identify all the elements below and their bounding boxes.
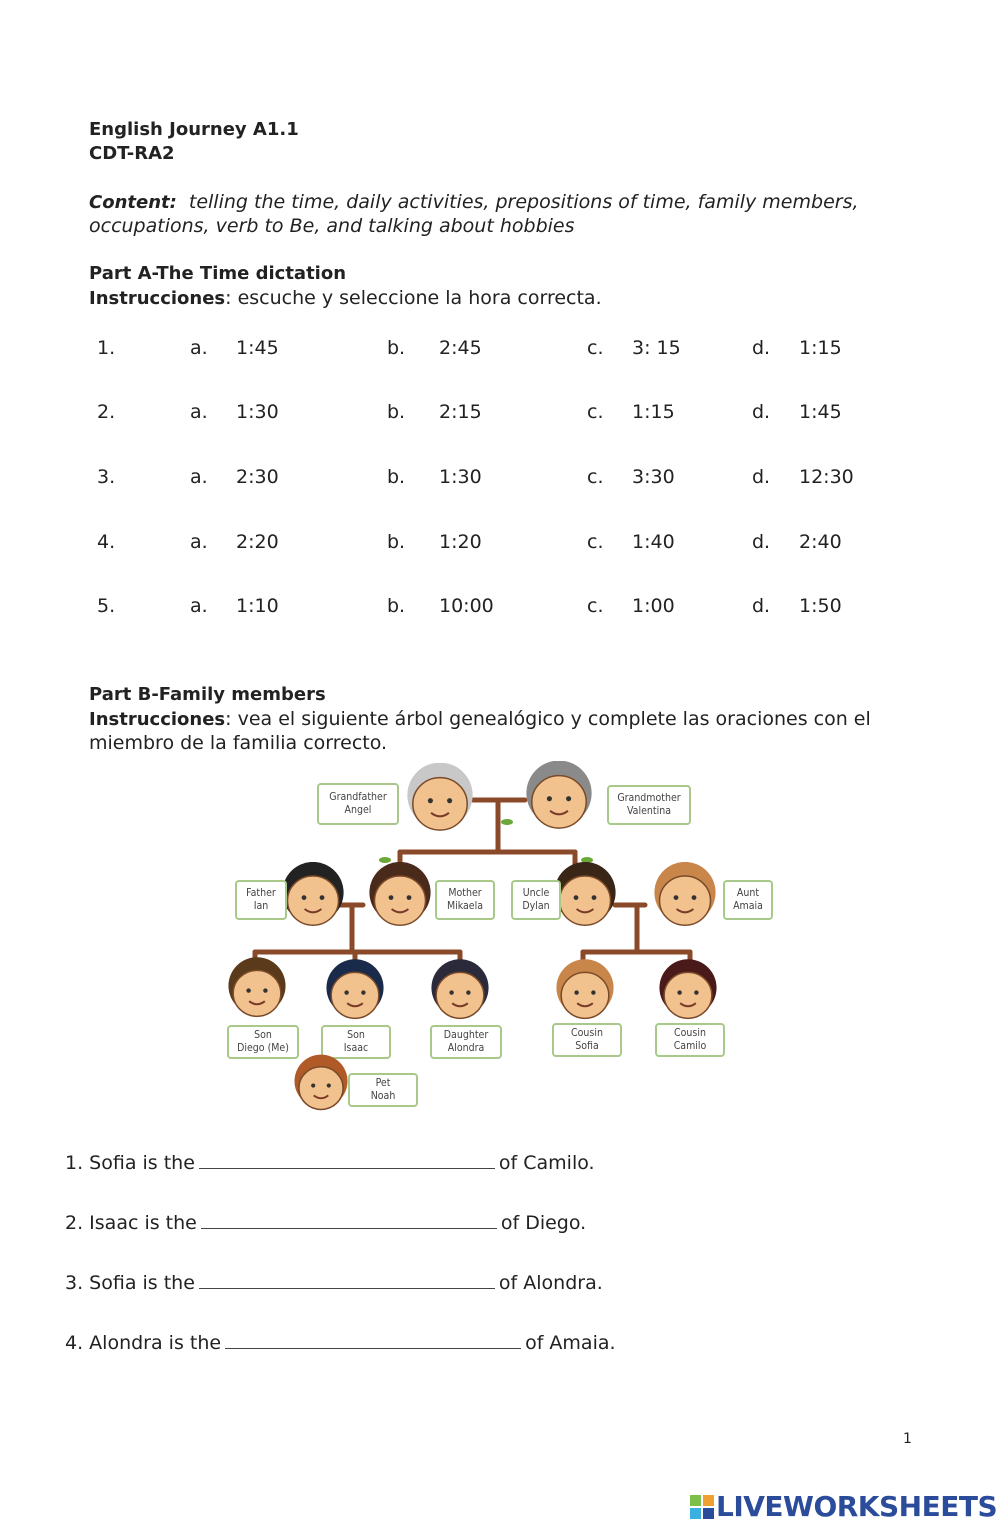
label-son-diego: [227, 1025, 299, 1059]
option-letter-a: a.: [190, 466, 208, 488]
label-cousin-camilo-line: Cousin: [674, 1027, 706, 1039]
answer-option-c[interactable]: 1:00: [632, 595, 675, 617]
mother-face: [365, 862, 435, 932]
pet-dog-face: [290, 1054, 352, 1116]
question-suffix: of Amaia.: [525, 1332, 616, 1354]
label-aunt-line: Aunt: [736, 887, 760, 899]
question-number: 2.: [97, 401, 116, 423]
label-daughter-alondra: [430, 1025, 502, 1059]
liveworksheets-logo: [690, 1490, 997, 1523]
label-cousin-sofia-line: Sofia: [575, 1040, 599, 1052]
option-letter-c: c.: [587, 595, 604, 617]
answer-option-c[interactable]: 1:40: [632, 531, 675, 553]
label-mother-line: Mother: [448, 887, 482, 899]
label-mother-line: Mikaela: [446, 900, 484, 912]
label-son-diego-line: Son: [254, 1029, 272, 1041]
part-b-title: Part B-Family members: [89, 684, 326, 705]
label-father-line: Father: [246, 887, 276, 899]
instr-label-b: Instrucciones: [89, 709, 226, 730]
answer-option-c[interactable]: 1:15: [632, 401, 675, 423]
instr-text-b1: : vea el siguiente árbol genealógico y complete las oraciones con el: [225, 708, 871, 730]
answer-option-b[interactable]: 2:45: [439, 337, 482, 359]
answer-option-d[interactable]: 1:45: [799, 401, 842, 423]
label-grandmother-line: Grandmother: [617, 792, 681, 804]
option-letter-a: a.: [190, 595, 208, 617]
content-line-1: [89, 190, 859, 215]
option-letter-b: b.: [387, 401, 406, 423]
content-line-2: occupations, verb to Be, and talking about hobbies: [89, 215, 575, 237]
fill-in-question: [65, 1150, 595, 1175]
label-son-isaac-line: Son: [347, 1029, 365, 1041]
instr-label: Instrucciones: [89, 288, 226, 309]
option-letter-a: a.: [190, 531, 208, 553]
answer-option-d[interactable]: 12:30: [799, 466, 854, 488]
fill-in-question: [65, 1330, 616, 1355]
label-aunt-line: Amaia: [733, 900, 763, 912]
label-daughter-alondra-line: Alondra: [447, 1042, 485, 1054]
answer-option-a[interactable]: 2:30: [236, 466, 279, 488]
answer-option-a[interactable]: 1:10: [236, 595, 279, 617]
label-son-isaac-line: Isaac: [343, 1042, 369, 1054]
answer-option-a[interactable]: 2:20: [236, 531, 279, 553]
answer-option-d[interactable]: 1:15: [799, 337, 842, 359]
answer-option-b[interactable]: 2:15: [439, 401, 482, 423]
son-diego-face: [224, 957, 290, 1023]
label-grandfather: [317, 783, 399, 825]
question-prefix: 2. Isaac is the: [65, 1212, 197, 1234]
label-pet-noah-line: Pet: [375, 1077, 391, 1089]
son-isaac-face: [322, 959, 388, 1025]
answer-option-b[interactable]: 10:00: [439, 595, 494, 617]
answer-option-c[interactable]: 3: 15: [632, 337, 681, 359]
answer-option-a[interactable]: 1:30: [236, 401, 279, 423]
question-number: 4.: [97, 531, 116, 553]
answer-blank[interactable]: [199, 1150, 495, 1169]
label-grandmother-line: Valentina: [627, 805, 671, 817]
option-letter-c: c.: [587, 337, 604, 359]
label-grandfather-line: Grandfather: [329, 791, 387, 803]
option-letter-b: b.: [387, 466, 406, 488]
question-number: 1.: [97, 337, 116, 359]
aunt-face: [650, 862, 720, 932]
answer-option-d[interactable]: 1:50: [799, 595, 842, 617]
answer-option-d[interactable]: 2:40: [799, 531, 842, 553]
grandmother-face: [522, 761, 596, 835]
question-prefix: 3. Sofia is the: [65, 1272, 195, 1294]
label-son-diego-line: Diego (Me): [237, 1042, 289, 1054]
option-letter-d: d.: [752, 595, 771, 617]
label-cousin-camilo: [655, 1023, 725, 1057]
father-face: [278, 862, 348, 932]
fill-in-question: [65, 1270, 603, 1295]
label-cousin-sofia-line: Cousin: [571, 1027, 603, 1039]
question-suffix: of Camilo.: [498, 1152, 595, 1174]
question-number: 5.: [97, 595, 116, 617]
content-text-1: telling the time, daily activities, prepositions of time, family members,: [188, 191, 859, 213]
label-grandfather-line: Angel: [344, 804, 372, 816]
content-label: Content:: [89, 192, 177, 213]
label-daughter-alondra-line: Daughter: [443, 1029, 489, 1041]
option-letter-d: d.: [752, 337, 771, 359]
answer-blank[interactable]: [225, 1330, 521, 1349]
label-cousin-camilo-line: Camilo: [673, 1040, 707, 1052]
answer-option-c[interactable]: 3:30: [632, 466, 675, 488]
label-uncle-line: Uncle: [522, 887, 550, 899]
cousin-sofia-face: [552, 959, 618, 1025]
label-father-line: Ian: [253, 900, 269, 912]
option-letter-c: c.: [587, 466, 604, 488]
option-letter-a: a.: [190, 337, 208, 359]
option-letter-d: d.: [752, 531, 771, 553]
label-pet-noah: [348, 1073, 418, 1107]
label-aunt: [723, 880, 773, 920]
part-a-instructions: [89, 286, 602, 311]
option-letter-b: b.: [387, 337, 406, 359]
part-b-instructions: [89, 707, 871, 732]
family-tree: [215, 760, 785, 1130]
liveworksheets-logo-text: LIVEWORKSHEETS: [716, 1490, 998, 1523]
page-number: 1: [903, 1431, 912, 1447]
label-mother: [435, 880, 495, 920]
option-letter-c: c.: [587, 401, 604, 423]
question-prefix: 1. Sofia is the: [65, 1152, 195, 1174]
cousin-camilo-face: [655, 959, 721, 1025]
option-letter-a: a.: [190, 401, 208, 423]
instr-text: : escuche y seleccione la hora correcta.: [225, 287, 602, 309]
option-letter-c: c.: [587, 531, 604, 553]
label-pet-noah-line: Noah: [370, 1090, 396, 1102]
course-title: English Journey A1.1: [89, 119, 299, 140]
liveworksheets-logo-icon: [690, 1495, 714, 1519]
course-code: CDT-RA2: [89, 143, 175, 164]
option-letter-b: b.: [387, 531, 406, 553]
label-father: [235, 880, 287, 920]
answer-option-b[interactable]: 1:20: [439, 531, 482, 553]
question-suffix: of Alondra.: [498, 1272, 603, 1294]
label-grandmother: [607, 785, 691, 825]
option-letter-d: d.: [752, 401, 771, 423]
label-uncle-line: Dylan: [522, 900, 550, 912]
part-a-title: Part A-The Time dictation: [89, 263, 347, 284]
question-prefix: 4. Alondra is the: [65, 1332, 222, 1354]
question-suffix: of Diego.: [500, 1212, 587, 1234]
answer-blank[interactable]: [199, 1270, 495, 1289]
option-letter-d: d.: [752, 466, 771, 488]
answer-option-a[interactable]: 1:45: [236, 337, 279, 359]
option-letter-b: b.: [387, 595, 406, 617]
label-uncle: [511, 880, 561, 920]
label-cousin-sofia: [552, 1023, 622, 1057]
fill-in-question: [65, 1210, 586, 1235]
daughter-alondra-face: [427, 959, 493, 1025]
part-b-instructions-2: miembro de la familia correcto.: [89, 732, 388, 754]
answer-option-b[interactable]: 1:30: [439, 466, 482, 488]
grandfather-face: [403, 763, 477, 837]
question-number: 3.: [97, 466, 116, 488]
answer-blank[interactable]: [201, 1210, 497, 1229]
